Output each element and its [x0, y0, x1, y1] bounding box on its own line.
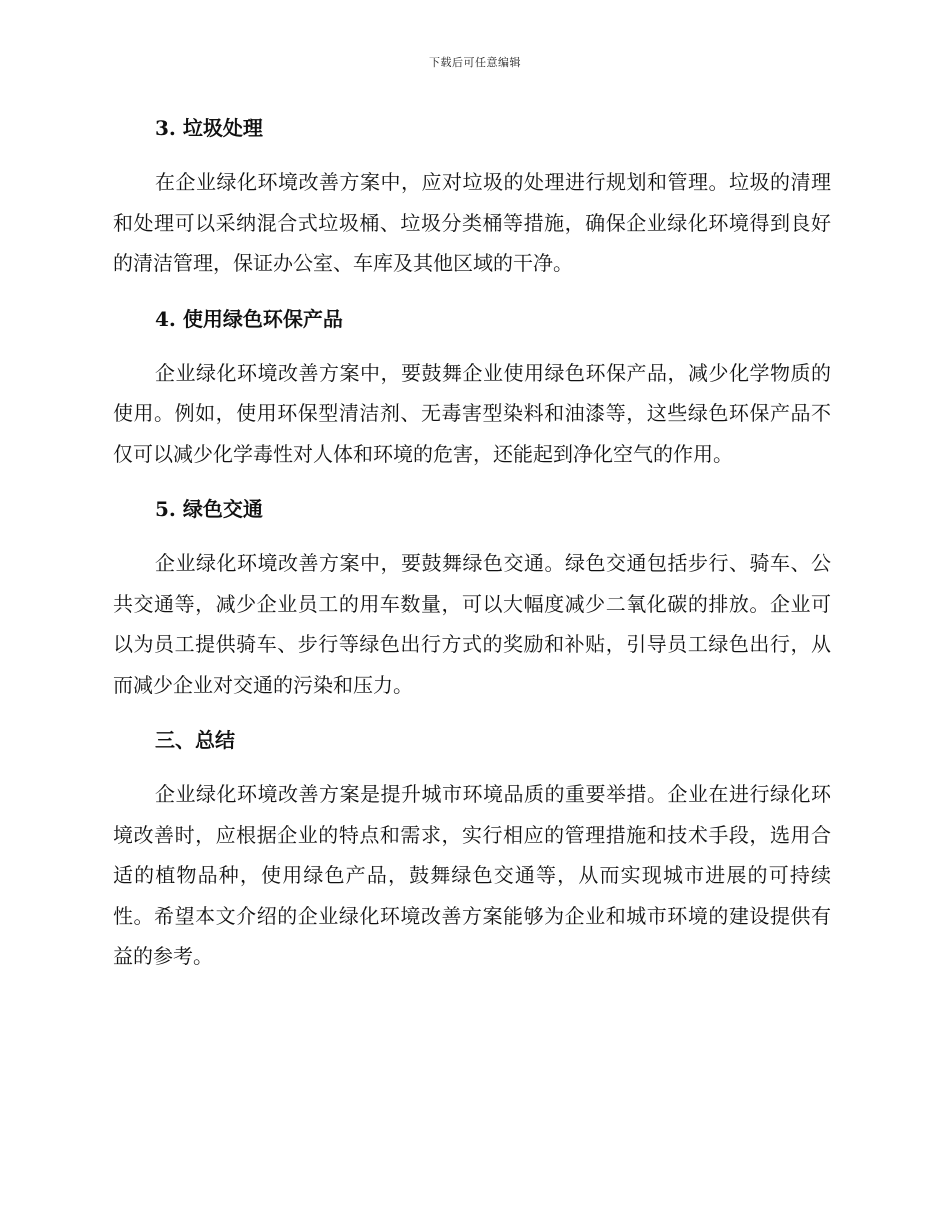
section-heading-garbage: 3. 垃圾处理: [155, 116, 263, 140]
section-paragraph-garbage: 在企业绿化环境改善方案中，应对垃圾的处理进行规划和管理。垃圾的清理和处理可以采纳混合式垃圾桶、垃圾分类桶等措施，确保企业绿化环境得到良好的清洁管理，保证办公室、车库及其他区域的干净。: [113, 170, 831, 275]
section-heading-green-transport: 5. 绿色交通: [155, 497, 263, 521]
document-body: [113, 108, 831, 992]
section-paragraph-summary: 企业绿化环境改善方案是提升城市环境品质的重要举措。企业在进行绿化环境改善时，应根据企业的特点和需求，实行相应的管理措施和技术手段，选用合适的植物品种，使用绿色产品，鼓舞绿色交通等，从而实现城市进展的可持续性。希望本文介绍的企业绿化环境改善方案能够为企业和城市环境的建设提供有益的参考。: [113, 782, 831, 968]
section-heading-summary: 三、总结: [155, 728, 235, 752]
page-header: 下载后可任意编辑: [429, 56, 521, 69]
section-paragraph-green-transport: 企业绿化环境改善方案中，要鼓舞绿色交通。绿色交通包括步行、骑车、公共交通等，减少企业员工的用车数量，可以大幅度减少二氧化碳的排放。企业可以为员工提供骑车、步行等绿色出行方式的奖励和补贴，引导员工绿色出行，从而减少企业对交通的污染和压力。: [113, 551, 831, 697]
section-heading-green-products: 4. 使用绿色环保产品: [155, 306, 343, 331]
section-paragraph-green-products: 企业绿化环境改善方案中，要鼓舞企业使用绿色环保产品，减少化学物质的使用。例如，使用环保型清洁剂、无毒害型染料和油漆等，这些绿色环保产品不仅可以减少化学毒性对人体和环境的危害，还能起到净化空气的作用。: [113, 360, 831, 466]
